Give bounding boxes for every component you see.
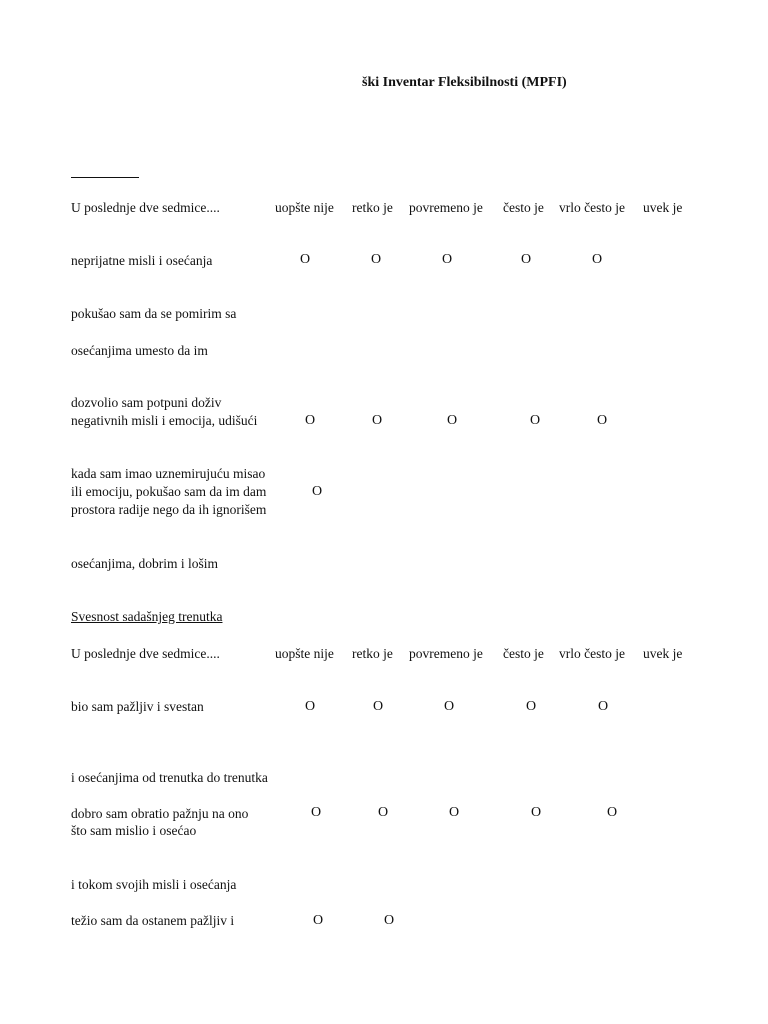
section-heading: Svesnost sadašnjeg trenutka [71, 609, 223, 624]
radio-option[interactable]: O [521, 252, 532, 267]
item-text: kada sam imao uznemirujuću misao [71, 466, 266, 481]
option-label: retko je [352, 200, 393, 215]
option-label: vrlo često je [559, 646, 625, 661]
radio-option[interactable]: O [531, 805, 542, 820]
header-prompt: U poslednje dve sedmice.... [71, 200, 220, 215]
radio-option[interactable]: O [305, 413, 316, 428]
item-text: ili emociju, pokušao sam da im dam [71, 484, 267, 499]
header-prompt: U poslednje dve sedmice.... [71, 646, 220, 661]
radio-option[interactable]: O [373, 699, 384, 714]
radio-option[interactable]: O [598, 699, 609, 714]
radio-option[interactable]: O [449, 805, 460, 820]
item-text: prostora radije nego da ih ignorišem [71, 502, 267, 517]
radio-option[interactable]: O [313, 913, 324, 928]
item-text: osećanjima umesto da im [71, 343, 208, 358]
option-label: uvek je [643, 646, 683, 661]
item-text: negativnih misli i emocija, udišući [71, 413, 258, 428]
item-text: bio sam pažljiv i svestan [71, 699, 204, 714]
item-text: osećanjima, dobrim i lošim [71, 556, 218, 571]
radio-option[interactable]: O [444, 699, 455, 714]
item-text: težio sam da ostanem pažljiv i [71, 913, 235, 928]
radio-option[interactable]: O [371, 252, 382, 267]
radio-option[interactable]: O [311, 805, 322, 820]
option-label: povremeno je [409, 646, 483, 661]
option-label: povremeno je [409, 200, 483, 215]
radio-option[interactable]: O [526, 699, 537, 714]
radio-option[interactable]: O [447, 413, 458, 428]
radio-option[interactable]: O [305, 699, 316, 714]
radio-option[interactable]: O [378, 805, 389, 820]
option-label: vrlo često je [559, 200, 625, 215]
option-label: često je [503, 646, 544, 661]
item-text: pokušao sam da se pomirim sa [71, 306, 237, 321]
radio-option[interactable]: O [607, 805, 618, 820]
radio-option[interactable]: O [592, 252, 603, 267]
item-text: što sam mislio i osećao [71, 823, 197, 838]
radio-option[interactable]: O [384, 913, 395, 928]
option-label: uopšte nije [275, 646, 334, 661]
radio-option[interactable]: O [312, 484, 323, 499]
radio-option[interactable]: O [300, 252, 311, 267]
option-label: uvek je [643, 200, 683, 215]
divider-rule [71, 177, 139, 178]
radio-option[interactable]: O [442, 252, 453, 267]
radio-option[interactable]: O [372, 413, 383, 428]
item-text: i tokom svojih misli i osećanja [71, 877, 237, 892]
item-text: dobro sam obratio pažnju na ono [71, 806, 249, 821]
radio-option[interactable]: O [530, 413, 541, 428]
page-title: ški Inventar Fleksibilnosti (MPFI) [362, 75, 567, 90]
option-label: uopšte nije [275, 200, 334, 215]
option-label: retko je [352, 646, 393, 661]
item-text: dozvolio sam potpuni doživ [71, 395, 222, 410]
radio-option[interactable]: O [597, 413, 608, 428]
item-text: neprijatne misli i osećanja [71, 253, 213, 268]
option-label: često je [503, 200, 544, 215]
item-text: i osećanjima od trenutka do trenutka [71, 770, 268, 785]
